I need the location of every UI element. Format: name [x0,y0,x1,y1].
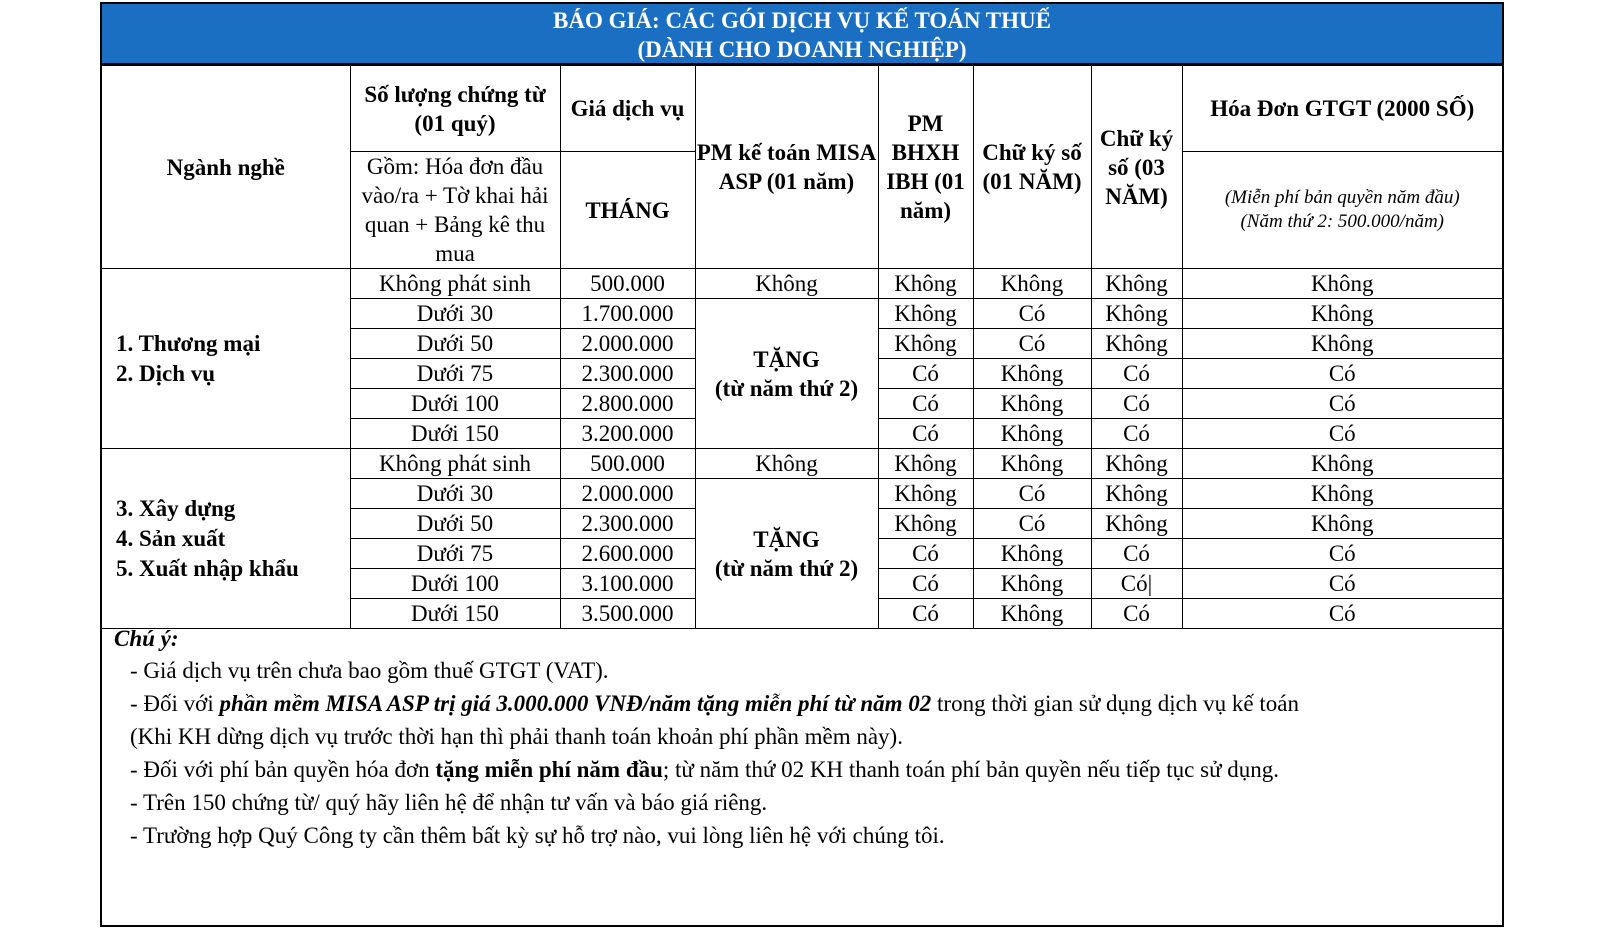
bhxh-cell: Không [878,509,973,539]
bhxh-cell: Có [878,569,973,599]
invoice-cell: Có [1182,389,1502,419]
sign-3y-cell: Không [1091,509,1182,539]
note-line: - Giá dịch vụ trên chưa bao gồm thuế GTGT (VAT). [130,658,609,683]
note-line: - Trên 150 chứng từ/ quý hãy liên hệ để nhận tư vấn và báo giá riêng. [130,790,768,815]
note-text: ; từ năm thứ 02 KH thanh toán phí bản quyền nếu tiếp tục sử dụng. [662,757,1280,782]
bhxh-cell: Có [878,419,973,449]
header-quantity-detail: Gồm: Hóa đơn đầu vào/ra + Tờ khai hải quan + Bảng kê thu mua [350,152,560,269]
software-cell: Không [695,269,878,299]
gift-text: TẶNG [753,526,820,552]
quantity-cell: Dưới 50 [350,509,560,539]
industry-name: 5. Xuất nhập khẩu [116,555,299,581]
sign-3y-cell: Có [1091,419,1182,449]
price-cell: 3.500.000 [560,599,695,629]
price-cell: 1.700.000 [560,299,695,329]
sign-1y-cell: Có [973,329,1091,359]
header-sign-3y: Chữ ký số (03 NĂM) [1091,66,1182,269]
table-row [102,449,1502,479]
pricing-table [102,65,1502,629]
price-cell: 2.300.000 [560,509,695,539]
industry-name: 2. Dịch vụ [116,360,216,386]
software-gift-cell [695,299,878,449]
invoice-cell: Không [1182,449,1502,479]
price-cell: 3.100.000 [560,569,695,599]
price-cell: 2.600.000 [560,539,695,569]
quantity-cell: Dưới 30 [350,299,560,329]
quantity-cell: Dưới 150 [350,599,560,629]
sign-3y-cell: Không [1091,479,1182,509]
sign-3y-cell: Không [1091,449,1182,479]
table-row [102,269,1502,299]
quantity-cell: Dưới 30 [350,479,560,509]
sign-1y-cell: Không [973,389,1091,419]
invoice-cell: Không [1182,479,1502,509]
industry-cell [102,449,350,629]
invoice-cell: Có [1182,539,1502,569]
quantity-cell: Dưới 75 [350,359,560,389]
note-text: - Đối với phí bản quyền hóa đơn [130,757,436,782]
bhxh-cell: Có [878,599,973,629]
sign-1y-cell: Không [973,569,1091,599]
sign-1y-cell: Có [973,509,1091,539]
header-price-period: THÁNG [560,152,695,269]
price-cell: 2.300.000 [560,359,695,389]
gift-text: (từ năm thứ 2) [714,555,859,581]
price-cell: 2.800.000 [560,389,695,419]
sign-1y-cell: Không [973,359,1091,389]
invoice-cell: Có [1182,359,1502,389]
sign-3y-cell: Không [1091,269,1182,299]
note-text: trong thời gian sử dụng dịch vụ kế toán [931,691,1299,716]
header-invoice-note [1182,152,1502,269]
sign-3y-cell: Có| [1091,569,1182,599]
quantity-cell: Dưới 50 [350,329,560,359]
header-bhxh: PM BHXH IBH (01 năm) [878,66,973,269]
sign-1y-cell: Không [973,419,1091,449]
sign-3y-cell: Có [1091,359,1182,389]
bhxh-cell: Không [878,449,973,479]
price-quote-sheet [100,2,1504,927]
industry-name: 1. Thương mại [116,330,261,356]
note-emphasis: phần mềm MISA ASP trị giá 3.000.000 VNĐ/năm tặng miễn phí từ năm 02 [219,691,932,716]
sign-3y-cell: Không [1091,299,1182,329]
note-line: - Trường hợp Quý Công ty cần thêm bất kỳ sự hỗ trợ nào, vui lòng liên hệ với chúng tôi. [130,823,945,848]
bhxh-cell: Không [878,299,973,329]
bhxh-cell: Không [878,269,973,299]
industry-name: 4. Sản xuất [116,525,226,551]
sign-1y-cell: Không [973,539,1091,569]
header-software: PM kế toán MISA ASP (01 năm) [695,66,878,269]
header-industry: Ngành nghề [102,66,350,269]
bhxh-cell: Có [878,389,973,419]
software-gift-cell [695,479,878,629]
price-cell: 2.000.000 [560,479,695,509]
software-cell: Không [695,449,878,479]
price-cell: 500.000 [560,269,695,299]
invoice-cell: Không [1182,509,1502,539]
header-quantity: Số lượng chứng từ (01 quý) [350,66,560,152]
notes-section [114,624,1494,852]
invoice-note-line1: (Miễn phí bản quyền năm đầu) [1224,187,1460,208]
quantity-cell: Dưới 75 [350,539,560,569]
quantity-cell: Dưới 150 [350,419,560,449]
bhxh-cell: Không [878,479,973,509]
gift-text: TẶNG [753,346,820,372]
sign-1y-cell: Không [973,269,1091,299]
quantity-cell: Dưới 100 [350,569,560,599]
bhxh-cell: Không [878,329,973,359]
quote-subtitle: (DÀNH CHO DOANH NGHIỆP) [637,37,967,62]
price-cell: 2.000.000 [560,329,695,359]
sign-3y-cell: Có [1091,389,1182,419]
sign-3y-cell: Có [1091,539,1182,569]
invoice-cell: Có [1182,569,1502,599]
quantity-cell: Không phát sinh [350,269,560,299]
quantity-cell: Không phát sinh [350,449,560,479]
invoice-cell: Có [1182,419,1502,449]
header-price: Giá dịch vụ [560,66,695,152]
note-line [114,687,1494,720]
industry-name: 3. Xây dựng [116,495,236,521]
sign-3y-cell: Không [1091,329,1182,359]
sign-1y-cell: Không [973,449,1091,479]
note-line [114,753,1494,786]
invoice-cell: Không [1182,299,1502,329]
sign-1y-cell: Có [973,479,1091,509]
bhxh-cell: Có [878,359,973,389]
invoice-note-line2: (Năm thứ 2: 500.000/năm) [1240,211,1445,232]
note-emphasis: tặng miễn phí năm đầu [435,757,663,782]
invoice-cell: Không [1182,329,1502,359]
header-invoice: Hóa Đơn GTGT (2000 SỐ) [1182,66,1502,152]
quote-title: BÁO GIÁ: CÁC GÓI DỊCH VỤ KẾ TOÁN THUẾ [553,8,1051,33]
header-sign-1y: Chữ ký số (01 NĂM) [973,66,1091,269]
price-cell: 500.000 [560,449,695,479]
note-text: - Đối với [130,691,220,716]
gift-text: (từ năm thứ 2) [714,375,859,401]
price-cell: 3.200.000 [560,419,695,449]
sign-1y-cell: Không [973,599,1091,629]
note-line: (Khi KH dừng dịch vụ trước thời hạn thì phải thanh toán khoản phí phần mềm này). [130,724,903,749]
pricing-rows [102,269,1502,629]
quote-title-bar [102,4,1502,65]
sign-1y-cell: Có [973,299,1091,329]
invoice-cell: Không [1182,269,1502,299]
notes-title: Chú ý: [114,626,179,651]
invoice-cell: Có [1182,599,1502,629]
sign-3y-cell: Có [1091,599,1182,629]
quantity-cell: Dưới 100 [350,389,560,419]
industry-cell [102,269,350,449]
bhxh-cell: Có [878,539,973,569]
